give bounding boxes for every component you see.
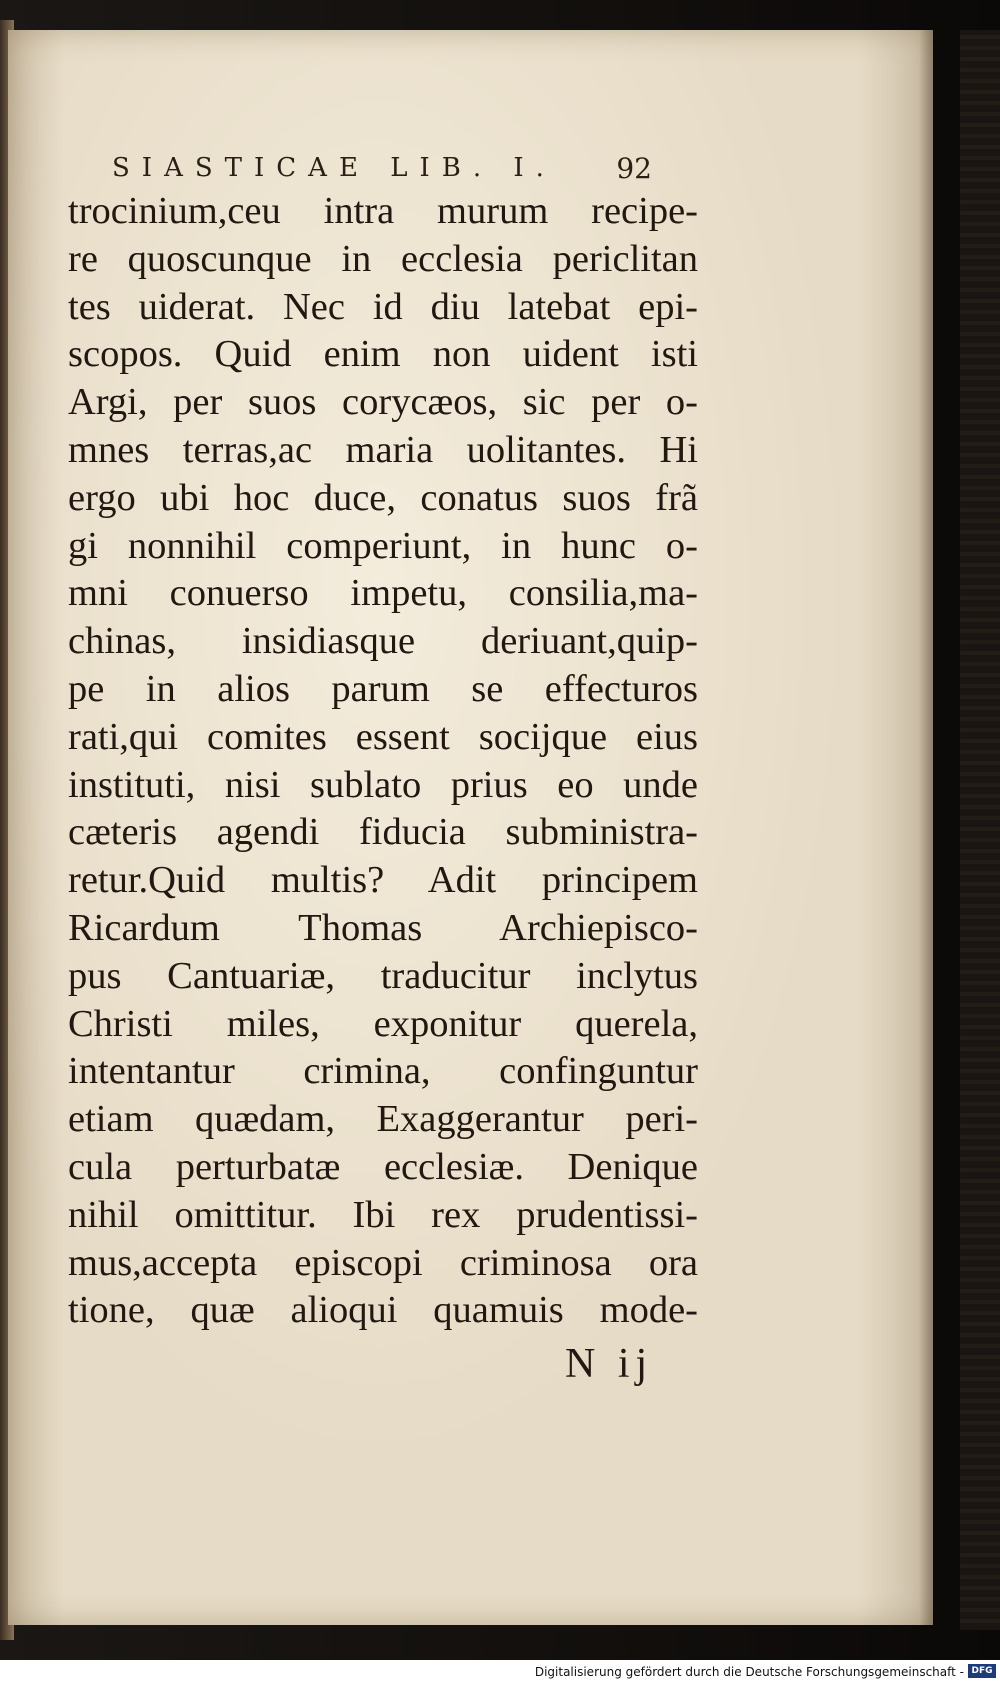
text-line: mnes terras,ac maria uolitantes. Hi <box>68 428 698 471</box>
text-line: mus,accepta episcopi criminosa ora <box>68 1241 698 1284</box>
text-line: tione, quæ alioqui quamuis mode- <box>68 1289 698 1332</box>
text-line: Argi, per suos corycæos, sic per o- <box>68 381 698 424</box>
running-head <box>112 148 652 188</box>
page-edge-shadow <box>919 30 933 1625</box>
page-number: 92 <box>616 151 652 185</box>
text-line: etiam quædam, Exaggerantur peri- <box>68 1098 698 1141</box>
text-line: chinas, insidiasque deriuant,quip- <box>68 620 698 663</box>
text-line: Ricardum Thomas Archiepisco- <box>68 906 698 949</box>
text-line: rati,qui comites essent socijque eius <box>68 715 698 758</box>
dfg-logo: DFG <box>968 1664 996 1678</box>
text-line: tes uiderat. Nec id diu latebat epi- <box>68 285 698 328</box>
text-line: cula perturbatæ ecclesiæ. Denique <box>68 1145 698 1188</box>
text-line: Christi miles, exponitur querela, <box>68 1002 698 1045</box>
text-line: retur.Quid multis? Adit principem <box>68 859 698 902</box>
text-line: instituti, nisi sublato prius eo unde <box>68 763 698 806</box>
body-text <box>68 188 698 1335</box>
text-line: gi nonnihil comperiunt, in hunc o- <box>68 524 698 567</box>
text-line: nihil omittitur. Ibi rex prudentissi- <box>68 1193 698 1236</box>
digitization-credit: Digitalisierung gefördert durch die Deutsche Forschungsgemeinschaft - <box>534 1665 964 1679</box>
text-line: re quoscunque in ecclesia periclitan <box>68 237 698 280</box>
signature-mark: N ij <box>565 1341 654 1387</box>
text-line: cæteris agendi fiducia subministra- <box>68 811 698 854</box>
text-line: intentantur crimina, confinguntur <box>68 1050 698 1093</box>
text-line: ergo ubi hoc duce, conatus suos frã <box>68 476 698 519</box>
text-line: pus Cantuariæ, traducitur inclytus <box>68 954 698 997</box>
book-right-edge <box>960 30 1000 1630</box>
running-head-title: SIASTICAE LIB. I. <box>112 153 556 183</box>
text-line: scopos. Quid enim non uident isti <box>68 333 698 376</box>
text-line: mni conuerso impetu, consilia,ma- <box>68 572 698 615</box>
text-line: trocinium,ceu intra murum recipe- <box>68 190 698 232</box>
text-line: pe in alios parum se effecturos <box>68 667 698 710</box>
